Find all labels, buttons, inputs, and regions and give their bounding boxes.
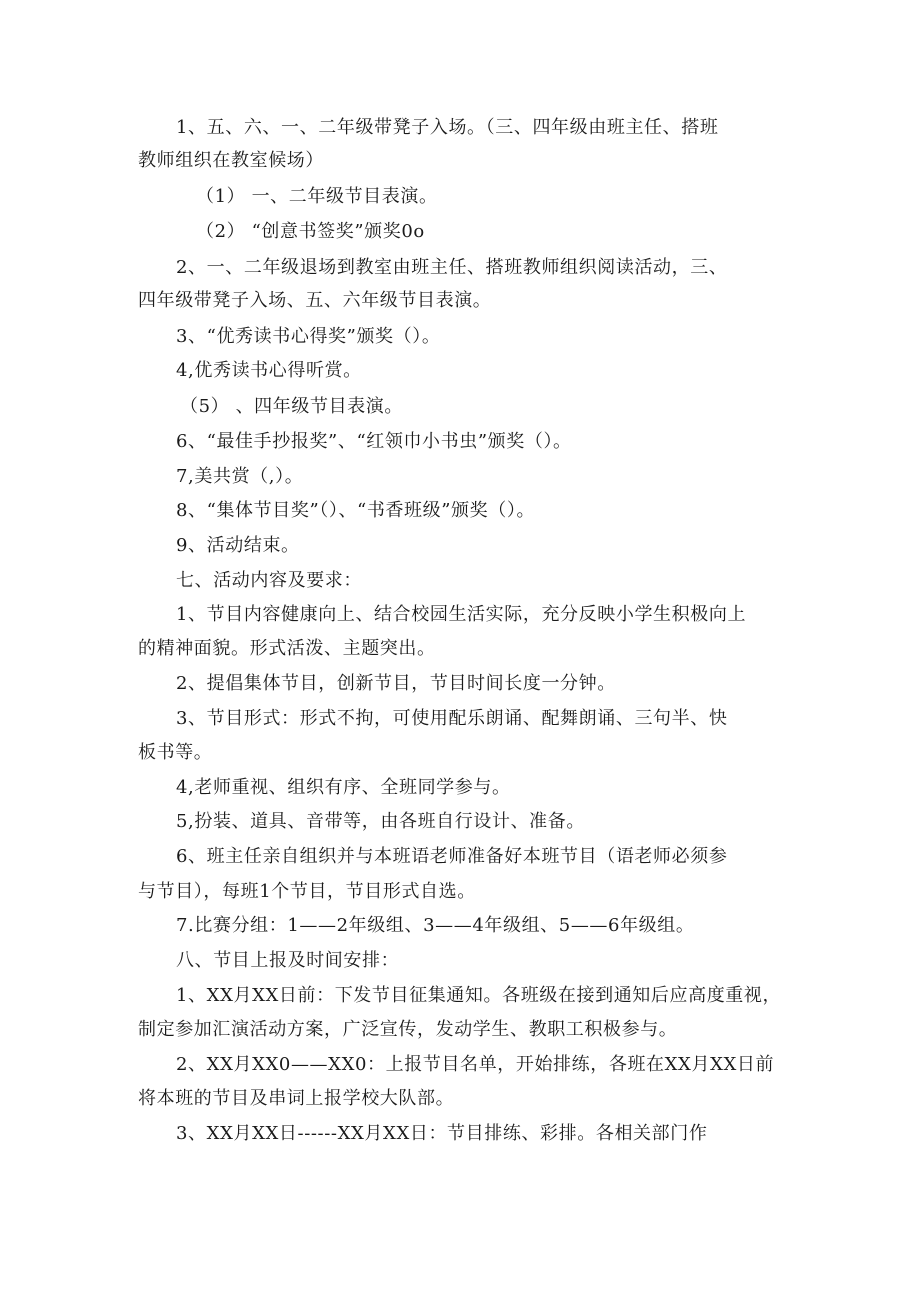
- text-line: 板书等。: [138, 742, 213, 763]
- text-line: 1、节目内容健康向上、结合校园生活实际，充分反映小学生积极向上: [176, 604, 747, 625]
- text-line: 教师组织在教室候场）: [138, 150, 324, 171]
- text-line: 5,扮装、道具、音带等，由各班自行设计、准备。: [176, 811, 585, 832]
- text-line: 8、“集体节目奖”（）、“书香班级”颁奖（）。: [176, 500, 536, 521]
- text-line: 的精神面貌。形式活泼、主题突出。: [138, 638, 436, 659]
- text-line: 2、提倡集体节目，创新节目，节目时间长度一分钟。: [176, 673, 616, 694]
- text-line: 3、XX月XX日------XX月XX日：节目排练、彩排。各相关部门作: [176, 1123, 708, 1144]
- text-line: 2、一、二年级退场到教室由班主任、搭班教师组织阅读活动，三、: [176, 257, 728, 278]
- text-line: 制定参加汇演活动方案，广泛宣传，发动学生、教职工积极参与。: [138, 1019, 678, 1040]
- text-line: 7,美共赏（,）。: [176, 466, 304, 487]
- text-line: 4,老师重视、组织有序、全班同学参与。: [176, 777, 511, 798]
- text-line: （2） “创意书签奖”颁奖0o: [196, 221, 425, 242]
- text-line: 2、XX月XX0——XX0：上报节目名单，开始排练，各班在XX月XX日前: [176, 1054, 775, 1075]
- text-line: 1、五、六、一、二年级带凳子入场。（三、四年级由班主任、搭班: [176, 117, 719, 138]
- text-line: 将本班的节目及串词上报学校大队部。: [138, 1088, 455, 1109]
- text-line: 9、活动结束。: [176, 535, 300, 556]
- text-line: 6、“最佳手抄报奖”、“红领巾小书虫”颁奖（）。: [176, 431, 572, 452]
- text-line: 3、节目形式：形式不拘，可使用配乐朗诵、配舞朗诵、三句半、快: [176, 708, 728, 729]
- text-line: 1、XX月XX日前：下发节目征集通知。各班级在接到通知后应高度重视，: [176, 985, 782, 1006]
- text-line: 四年级带凳子入场、五、六年级节目表演。: [138, 290, 492, 311]
- text-line: 3、“优秀读书心得奖”颁奖（）。: [176, 326, 441, 347]
- section-heading: 八、节目上报及时间安排：: [176, 950, 400, 971]
- text-line: 7.比赛分组：1——2年级组、3——4年级组、5——6年级组。: [176, 915, 695, 936]
- section-heading: 七、活动内容及要求：: [176, 570, 362, 591]
- text-line: 4,优秀读书心得听赏。: [176, 360, 362, 381]
- text-line: 与节目），每班1个节目，节目形式自选。: [138, 881, 476, 902]
- text-line: 6、班主任亲自组织并与本班语老师准备好本班节目（语老师必须参: [176, 846, 728, 867]
- text-line: （5） 、四年级节目表演。: [180, 396, 403, 417]
- text-line: （1） 一、二年级节目表演。: [196, 186, 438, 207]
